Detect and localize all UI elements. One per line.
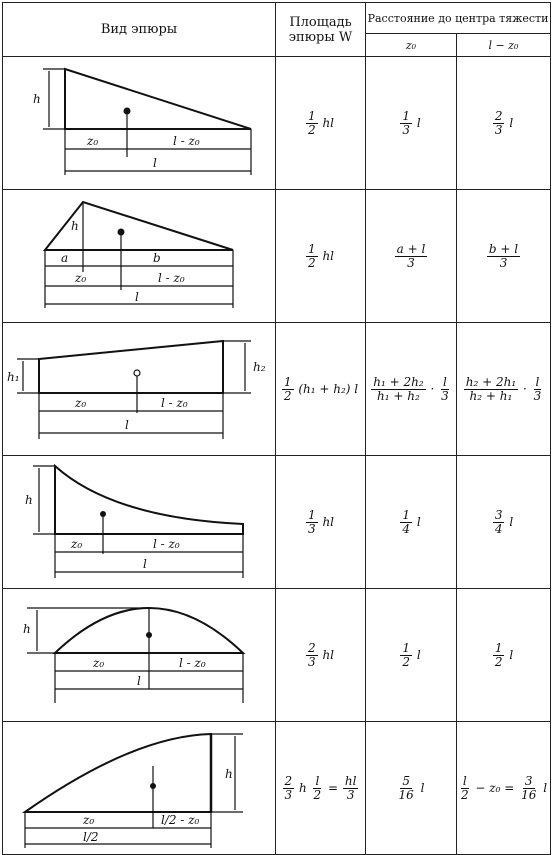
lz0-mid: − z₀ = <box>475 781 515 795</box>
lz0-cell <box>457 323 551 456</box>
triangle-epure-diagram <box>3 57 275 189</box>
header-area-label: Площадь эпюры W <box>288 14 353 45</box>
area-cell <box>276 456 366 589</box>
header-centroid-distance: Расстояние до центра тяжести <box>366 3 551 34</box>
z0-num: a + l <box>396 241 426 256</box>
lz0-den: 2 <box>460 787 469 802</box>
lz0-cell <box>457 57 551 190</box>
label-l: l <box>135 290 139 304</box>
area-mid: h <box>298 781 307 795</box>
area-num: 1 <box>307 241 316 256</box>
z0-den: 3 <box>402 122 410 137</box>
z0-num: 5 <box>402 773 410 788</box>
area-den2: 2 <box>313 787 322 802</box>
z0-den: 3 <box>407 255 415 270</box>
lz0-cell <box>457 722 551 855</box>
label-b: b <box>153 251 161 265</box>
concave-parabola-diagram <box>3 456 275 588</box>
z0-num: h₁ + 2h₂ <box>373 374 424 389</box>
lz0-tail: l <box>509 515 514 529</box>
diagram-cell <box>3 323 276 456</box>
lz0-num: l <box>462 773 467 788</box>
header-l-minus-z0: l − z₀ <box>457 34 551 57</box>
diagram-cell <box>3 57 276 190</box>
lz0-cell <box>457 589 551 722</box>
lz0-den: 3 <box>494 122 503 137</box>
label-l: l <box>125 418 129 432</box>
label-l: l <box>137 674 141 688</box>
label-l-z0: l - z₀ <box>158 271 185 285</box>
z0-tail: l <box>416 648 421 662</box>
header-area <box>276 3 366 57</box>
z0-num: 1 <box>402 108 410 123</box>
lz0-den: 2 <box>494 654 503 669</box>
area-den: 2 <box>307 255 316 270</box>
lz0-den: 4 <box>494 521 503 536</box>
diagram-cell <box>3 589 276 722</box>
area-num: 2 <box>284 773 293 788</box>
area-den3: 3 <box>346 787 355 802</box>
lz0-cell <box>457 190 551 323</box>
z0-cell <box>366 589 457 722</box>
label-l: l <box>153 156 157 170</box>
table-row <box>3 589 551 722</box>
z0-tail: l <box>416 116 421 130</box>
z0-cell <box>366 57 457 190</box>
z0-cell <box>366 323 457 456</box>
z0-cell <box>366 722 457 855</box>
z0-cell <box>366 456 457 589</box>
area-eq: = <box>328 781 339 795</box>
label-z0: z₀ <box>75 396 87 410</box>
label-h: h <box>225 767 233 781</box>
z0-tail: l <box>416 515 421 529</box>
area-num: 1 <box>307 108 316 123</box>
z0-den: 16 <box>398 787 414 802</box>
diagram-cell <box>3 722 276 855</box>
half-parabola-diagram <box>3 722 275 854</box>
area-tail: hl <box>322 515 335 529</box>
label-h2: h₂ <box>253 360 266 374</box>
label-l-z0: l - z₀ <box>173 134 200 148</box>
lz0-den2: 3 <box>533 388 542 403</box>
table-row <box>3 190 551 323</box>
lz0-mid: · <box>522 382 527 396</box>
area-num2: l <box>315 773 320 788</box>
z0-tail: l <box>420 781 425 795</box>
area-cell <box>276 722 366 855</box>
z0-den: 4 <box>402 521 410 536</box>
label-l-z0: l - z₀ <box>153 537 180 551</box>
area-den: 3 <box>307 654 316 669</box>
label-h1: h₁ <box>7 370 20 384</box>
lz0-den2: 16 <box>521 787 537 802</box>
general-triangle-diagram <box>3 190 275 322</box>
lz0-den: h₂ + h₁ <box>469 388 513 403</box>
label-l-half-z0: l/2 - z₀ <box>161 813 200 827</box>
header-z0: z₀ <box>366 34 457 57</box>
lz0-num: h₂ + 2h₁ <box>465 374 517 389</box>
area-num: 1 <box>283 374 292 389</box>
label-h: h <box>33 92 41 106</box>
label-l: l <box>143 557 147 571</box>
area-num3: hl <box>344 773 357 788</box>
z0-num: 1 <box>402 640 410 655</box>
trapezoid-epure-diagram <box>3 323 275 455</box>
table-row <box>3 57 551 190</box>
area-cell <box>276 190 366 323</box>
lz0-den: 3 <box>499 255 508 270</box>
z0-num2: l <box>443 374 447 389</box>
diagram-cell <box>3 190 276 323</box>
area-den: 3 <box>284 787 293 802</box>
z0-den: h₁ + h₂ <box>377 388 420 403</box>
label-h: h <box>71 219 79 233</box>
z0-den2: 3 <box>441 388 449 403</box>
label-l-z0: l - z₀ <box>161 396 188 410</box>
lz0-num: 2 <box>494 108 503 123</box>
label-z0: z₀ <box>93 656 105 670</box>
z0-mid: · <box>430 382 435 396</box>
area-cell <box>276 589 366 722</box>
area-den: 3 <box>307 521 316 536</box>
epure-table <box>2 2 551 855</box>
table-row <box>3 722 551 855</box>
lz0-num2: 3 <box>524 773 533 788</box>
label-a: a <box>61 251 69 265</box>
lz0-tail: l <box>509 648 514 662</box>
area-tail: hl <box>322 648 335 662</box>
label-z0: z₀ <box>75 271 87 285</box>
z0-num: 1 <box>402 507 410 522</box>
area-tail: hl <box>322 249 335 263</box>
label-h: h <box>23 622 31 636</box>
lz0-num: b + l <box>488 241 519 256</box>
lz0-tail: l <box>509 116 514 130</box>
area-num: 2 <box>307 640 316 655</box>
table-row <box>3 456 551 589</box>
lz0-num: 3 <box>494 507 503 522</box>
label-z0: z₀ <box>87 134 99 148</box>
z0-den: 2 <box>402 654 410 669</box>
label-h: h <box>25 493 33 507</box>
area-tail: hl <box>322 116 335 130</box>
lz0-num2: l <box>535 374 540 389</box>
symmetric-parabola-diagram <box>3 589 275 721</box>
label-l-half: l/2 <box>83 830 99 844</box>
lz0-num: 1 <box>494 640 503 655</box>
area-den: 2 <box>283 388 292 403</box>
header-diagram-type: Вид эпюры <box>3 3 276 57</box>
area-num: 1 <box>307 507 316 522</box>
area-cell <box>276 57 366 190</box>
label-z0: z₀ <box>83 813 95 827</box>
lz0-tail: l <box>543 781 548 795</box>
z0-cell <box>366 190 457 323</box>
lz0-cell <box>457 456 551 589</box>
area-tail: (h₁ + h₂) l <box>298 382 359 396</box>
diagram-cell <box>3 456 276 589</box>
table-row <box>3 323 551 456</box>
area-den: 2 <box>307 122 316 137</box>
label-l-z0: l - z₀ <box>179 656 206 670</box>
label-z0: z₀ <box>71 537 83 551</box>
area-cell <box>276 323 366 456</box>
